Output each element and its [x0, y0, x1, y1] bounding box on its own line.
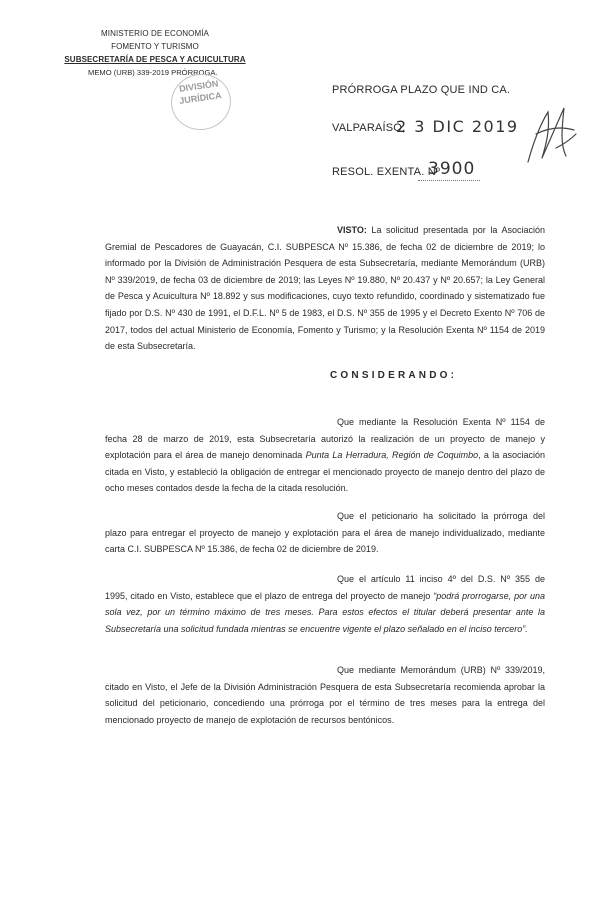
stamp-line-1: DIVISIÓN [178, 78, 220, 94]
city-label: VALPARAÍSO, [332, 122, 406, 134]
stamp-ring [167, 70, 234, 134]
ministry-line-2: FOMENTO Y TURISMO [111, 42, 199, 51]
considerando-paragraph-4: Que mediante Memorándum (URB) Nº 339/2019, citado en Visto, el Jefe de la División Administración Pesquera de esta Subsecretaría recomienda aprobar la solicitud del peticionario, concediendo una prórroga por el término de tres meses para la entrega del mencionado proyecto de manejo de explotación de recursos bentónicos. [105, 665, 545, 725]
p1-italic-location: Punta La Herradura, Región de Coquimbo [305, 450, 479, 461]
visto-label: VISTO: [337, 225, 367, 235]
subject-line: PRÓRROGA PLAZO QUE IND CA. [332, 84, 511, 96]
considerando-paragraph-1 [105, 414, 545, 497]
date-stamp: 2 3 DIC 2019 [396, 117, 519, 136]
resolution-label: RESOL. EXENTA. Nº [332, 166, 441, 178]
considerando-paragraph-2: Que el peticionario ha solicitado la prórroga del plazo para entregar el proyecto de manejo y explotación para el área de manejo individualizado, mediante carta C.I. SUBPESCA Nº 15.386, de fecha 02 de diciembre de 2019. [105, 511, 545, 555]
considerando-paragraph-3 [105, 571, 545, 637]
visto-paragraph [105, 222, 545, 355]
memo-reference: MEMO (URB) 339-2019 PRÓRROGA. [88, 68, 218, 77]
division-juridica-stamp [172, 77, 230, 128]
considerando-heading: CONSIDERANDO: [330, 370, 458, 381]
stamp-line-2: JURÍDICA [178, 90, 223, 106]
p1-text-b: , a la asociación citada en Visto, y estableció la obligación de entregar el mencionado proyecto de manejo dentro del plazo de ocho meses contados desde la fecha de la citada resolución. [105, 450, 546, 494]
p1-text-a: Que mediante la Resolución Exenta Nº 1154 de fecha 28 de marzo de 2019, esta Subsecretaría autorizó la realización de un proyecto de manejo y explotación para el área de manejo denominada [105, 417, 545, 461]
p3-text-a: Que el artículo 11 inciso 4º del D.S. Nº 355 de 1995, citado en Visto, establece que el plazo de entrega del proyecto de manejo [105, 574, 545, 601]
subsecretaria-heading: SUBSECRETARÍA DE PESCA Y ACUICULTURA [64, 55, 246, 64]
p3-italic-quote: “podrá prorrogarse, por una sola vez, por un término máximo de tres meses. Para estos efectos el titular deberá presentar ante la Subsecretaría una solicitud fundada mientras se encuentre vigente el plazo señalado en el inciso tercero”. [105, 590, 546, 634]
resolution-underline [418, 180, 480, 181]
resolution-number: 3900 [428, 159, 476, 179]
visto-text: La solicitud presentada por la Asociación Gremial de Pescadores de Guayacán, C.I. SUBPESCA Nº 15.386, de fecha 02 de diciembre de 2019; lo informado por la División de Administración Pesquera de esta Subsecretaría, mediante Memorándum (URB) Nº 339/2019, de fecha 03 de diciembre de 2019; las Leyes Nº 19.880, Nº 20.437 y Nº 20.657; la Ley General de Pesca y Acuicultura Nº 18.892 y sus modificaciones, cuyo texto refundido, coordinado y sistematizado fue fijado por D.S. Nº 430 de 1991, el D.F.L. Nº 5 de 1983, el D.S. Nº 355 de 1995 y el Decreto Exento Nº 706 de 2017, todos del actual Ministerio de Economía, Fomento y Turismo; y la Resolución Exenta Nº 1154 de 2019 de esta Subsecretaría. [105, 225, 545, 352]
ministry-line-1: MINISTERIO DE ECONOMÍA [101, 29, 209, 38]
handwritten-signature [520, 100, 580, 170]
